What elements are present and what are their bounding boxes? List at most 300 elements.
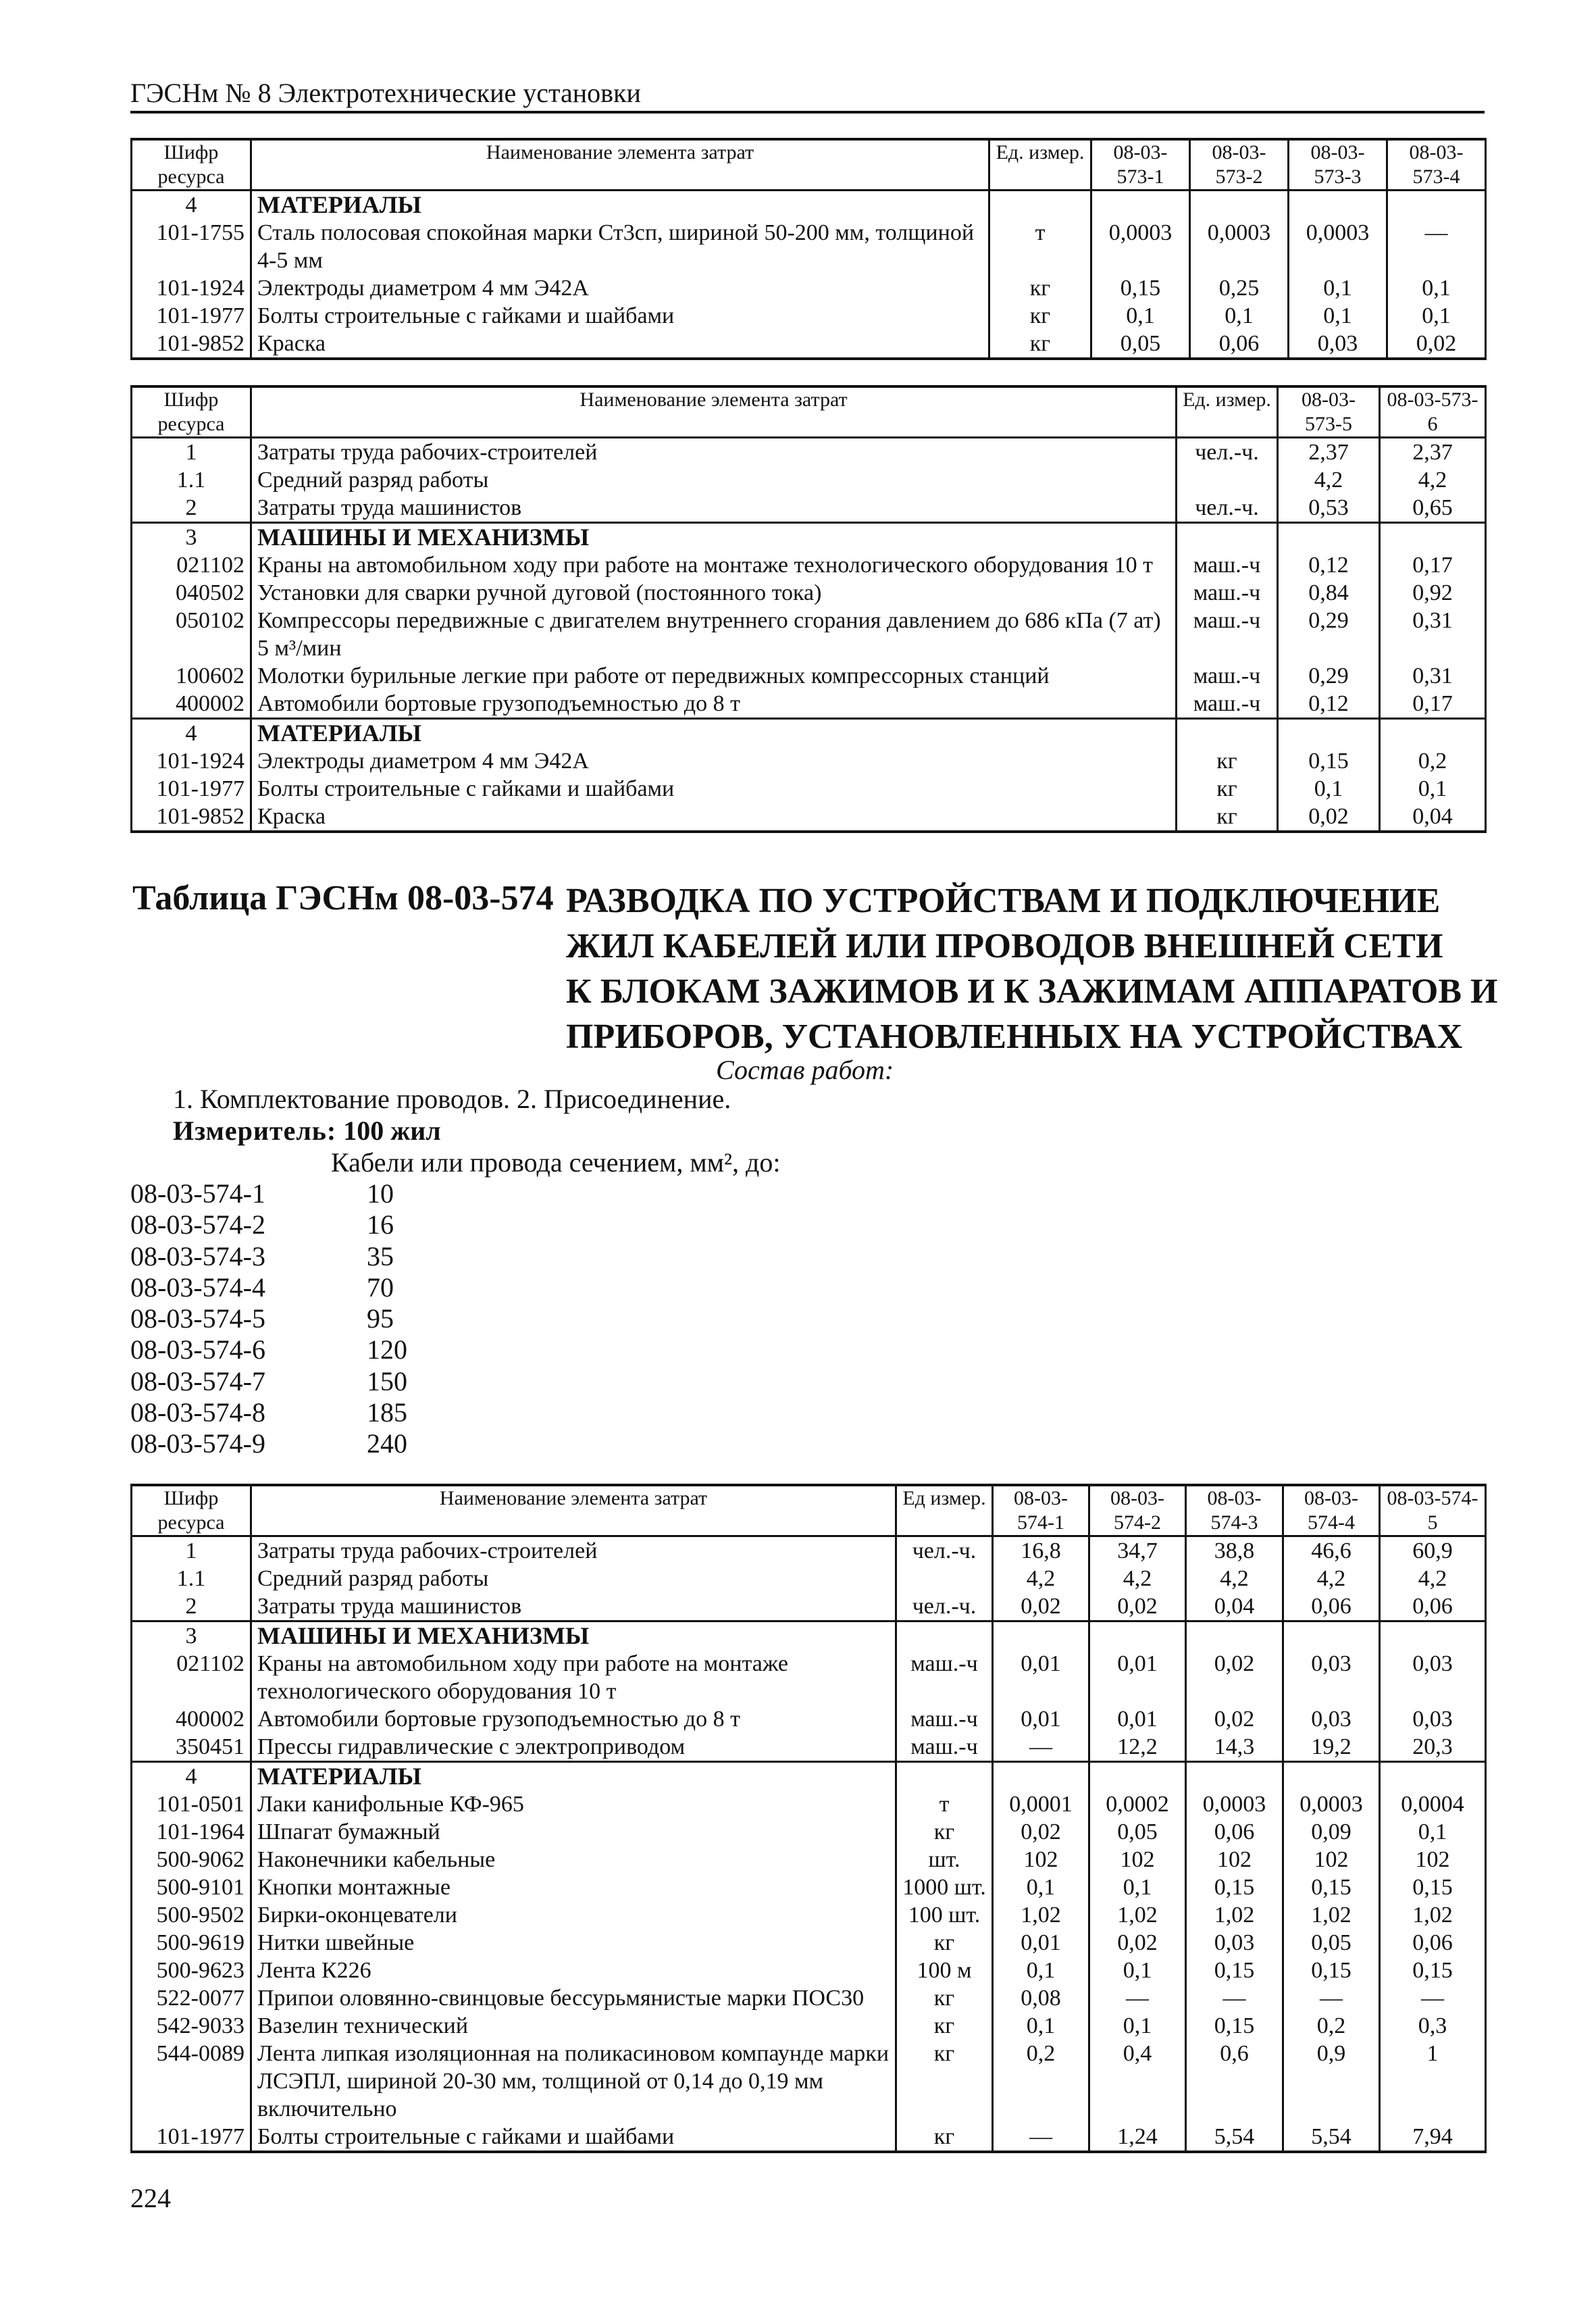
table-number: Таблица ГЭСНм 08-03-574 (132, 879, 554, 917)
norm-code-row (130, 1241, 407, 1272)
unit-cell: кг (896, 1984, 993, 2012)
value-cell: 0,25 (1190, 274, 1289, 302)
value-cell: 0,2 (993, 2040, 1089, 2123)
value-cell: 102 (1380, 1846, 1486, 1873)
resource-code-cell: 101-1977 (132, 2123, 251, 2152)
value-cell: — (1387, 219, 1486, 274)
norm-code-row (130, 1397, 407, 1428)
table-header-row (132, 386, 1486, 438)
norm-column-header: 08-03-574-1 (993, 1485, 1089, 1536)
norm-code: 08-03-574-4 (130, 1272, 265, 1303)
norm-column-header: 08-03-573-5 (1278, 386, 1380, 438)
value-cell: — (1380, 1984, 1486, 2012)
table-row (132, 1536, 1486, 1565)
unit-cell: маш.-ч (896, 1733, 993, 1762)
unit-cell: кг (989, 302, 1091, 330)
table-row (132, 1592, 1486, 1621)
value-cell: 0,03 (1380, 1705, 1486, 1733)
value-cell (1089, 1621, 1186, 1651)
resource-name-cell: Краны на автомобильном ходу при работе на монтаже технологического оборудования 10 т (251, 1650, 896, 1705)
norm-column-header: 08-03-574-5 (1380, 1485, 1486, 1536)
measure-label: Измеритель: (173, 1115, 337, 1146)
value-cell (1190, 191, 1289, 220)
table-row (132, 1846, 1486, 1873)
value-cell: 46,6 (1283, 1536, 1380, 1565)
unit-cell: чел.-ч. (896, 1536, 993, 1565)
resource-name-cell: Краны на автомобильном ходу при работе на монтаже технологического оборудования 10 т (251, 551, 1177, 579)
value-cell: 1,02 (1283, 1901, 1380, 1929)
resource-code-cell: 4 (132, 1762, 251, 1791)
resource-name-cell: Болты строительные с гайками и шайбами (251, 302, 989, 330)
value-cell: 4,2 (1089, 1565, 1186, 1592)
table-title (566, 878, 1512, 1059)
resource-code-cell: 400002 (132, 690, 251, 719)
norm-code: 08-03-574-7 (130, 1365, 265, 1397)
resource-name-cell: Автомобили бортовые грузоподъемностью до 8 т (251, 690, 1177, 719)
value-cell: 0,0002 (1089, 1790, 1186, 1818)
resource-code-cell: 542-9033 (132, 2012, 251, 2040)
resource-code-cell: 021102 (132, 1650, 251, 1705)
value-cell: 0,09 (1283, 1818, 1380, 1846)
value-cell: 0,06 (1283, 1592, 1380, 1621)
value-cell: 0,03 (1283, 1705, 1380, 1733)
table-row (132, 551, 1486, 579)
unit-cell: 100 шт. (896, 1901, 993, 1929)
resource-name-cell: Затраты труда рабочих-строителей (251, 438, 1177, 467)
resource-name-cell: Средний разряд работы (251, 1565, 896, 1592)
value-cell: 19,2 (1283, 1733, 1380, 1762)
value-cell: 0,0004 (1380, 1790, 1486, 1818)
cable-section-value: 95 (367, 1303, 394, 1334)
value-cell: 0,15 (1283, 1957, 1380, 1984)
value-cell: 0,29 (1278, 662, 1380, 690)
value-cell (1380, 1621, 1486, 1651)
resource-name-cell: Установки для сварки ручной дуговой (постоянного тока) (251, 579, 1177, 607)
resource-name-cell: Затраты труда рабочих-строителей (251, 1536, 896, 1565)
value-cell (1387, 191, 1486, 220)
value-cell: 0,1 (1089, 2012, 1186, 2040)
norm-code: 08-03-574-1 (130, 1178, 265, 1209)
resource-code-cell: 500-9619 (132, 1929, 251, 1957)
unit-cell: т (896, 1790, 993, 1818)
table-row (132, 274, 1486, 302)
norm-code: 08-03-574-2 (130, 1209, 265, 1240)
resource-name-cell: Краска (251, 803, 1177, 832)
value-cell: 0,03 (1380, 1650, 1486, 1705)
value-cell: 0,1 (1289, 274, 1387, 302)
resource-code-cell: 2 (132, 494, 251, 523)
value-cell: 0,17 (1380, 551, 1486, 579)
code-column-header: Шифр ресурса (132, 386, 251, 438)
unit-cell: кг (1177, 775, 1278, 803)
unit-cell: кг (989, 330, 1091, 359)
value-cell: 0,0003 (1190, 219, 1289, 274)
value-cell (1283, 1762, 1380, 1791)
value-cell: 0,29 (1278, 607, 1380, 662)
value-cell: 4,2 (1380, 1565, 1486, 1592)
value-cell: 102 (1283, 1846, 1380, 1873)
value-cell: 0,15 (1380, 1873, 1486, 1901)
resource-name-cell: Бирки-оконцеватели (251, 1901, 896, 1929)
resource-table-574 (130, 1484, 1487, 2153)
value-cell (1186, 1621, 1283, 1651)
value-cell: 0,53 (1278, 494, 1380, 523)
title-line: К БЛОКАМ ЗАЖИМОВ И К ЗАЖИМАМ АППАРАТОВ И (566, 972, 1498, 1011)
norm-code: 08-03-574-3 (130, 1240, 265, 1272)
resource-name-cell: МАТЕРИАЛЫ (251, 719, 1177, 748)
unit-cell: чел.-ч. (1177, 438, 1278, 467)
value-cell: 4,2 (1278, 466, 1380, 494)
resource-code-cell: 040502 (132, 579, 251, 607)
value-cell: 0,02 (1387, 330, 1486, 359)
value-cell: 12,2 (1089, 1733, 1186, 1762)
resource-name-cell: Прессы гидравлические с электроприводом (251, 1733, 896, 1762)
unit-cell: кг (896, 2012, 993, 2040)
cable-section-value: 16 (367, 1209, 394, 1240)
cable-section-label: Кабели или провода сечением, мм², до: (331, 1147, 781, 1178)
value-cell: 0,1 (1091, 302, 1190, 330)
running-header: ГЭСНм № 8 Электротехнические установки (130, 76, 1485, 114)
value-cell: 60,9 (1380, 1536, 1486, 1565)
resource-name-cell: Нитки швейные (251, 1929, 896, 1957)
value-cell: 0,1 (1089, 1957, 1186, 1984)
resource-name-cell: МАТЕРИАЛЫ (251, 1762, 896, 1791)
value-cell: 38,8 (1186, 1536, 1283, 1565)
unit-cell: маш.-ч (1177, 551, 1278, 579)
value-cell: — (993, 1733, 1089, 1762)
value-cell: 0,0003 (1289, 219, 1387, 274)
value-cell: 0,06 (1380, 1929, 1486, 1957)
resource-name-cell: Лаки канифольные КФ-965 (251, 1790, 896, 1818)
resource-code-cell: 101-9852 (132, 803, 251, 832)
resource-code-cell: 101-9852 (132, 330, 251, 359)
value-cell: 0,15 (1091, 274, 1190, 302)
cable-section-value: 35 (367, 1240, 394, 1272)
table-row (132, 607, 1486, 662)
value-cell: 0,6 (1186, 2040, 1283, 2123)
unit-cell: т (989, 219, 1091, 274)
unit-cell: кг (896, 2123, 993, 2152)
value-cell: 0,0003 (1283, 1790, 1380, 1818)
unit-cell: маш.-ч (1177, 579, 1278, 607)
unit-cell (896, 1621, 993, 1651)
resource-code-cell: 500-9062 (132, 1846, 251, 1873)
value-cell: 4,2 (1283, 1565, 1380, 1592)
value-cell: 1 (1380, 2040, 1486, 2123)
unit-cell (1177, 523, 1278, 552)
resource-name-cell: МАШИНЫ И МЕХАНИЗМЫ (251, 523, 1177, 552)
table-row (132, 662, 1486, 690)
resource-code-cell: 050102 (132, 607, 251, 662)
value-cell: 102 (1186, 1846, 1283, 1873)
resource-code-cell: 522-0077 (132, 1984, 251, 2012)
table-row (132, 1957, 1486, 1984)
unit-cell: кг (1177, 747, 1278, 775)
value-cell: 0,1 (1278, 775, 1380, 803)
value-cell: 1,02 (993, 1901, 1089, 1929)
value-cell (1089, 1762, 1186, 1791)
resource-code-cell: 500-9101 (132, 1873, 251, 1901)
value-cell: 0,01 (1089, 1705, 1186, 1733)
norm-column-header: 08-03-574-2 (1089, 1485, 1186, 1536)
table-row (132, 1901, 1486, 1929)
value-cell: 1,02 (1089, 1901, 1186, 1929)
value-cell (1091, 191, 1190, 220)
resource-name-cell: Шпагат бумажный (251, 1818, 896, 1846)
unit-cell (1177, 466, 1278, 494)
resource-code-cell: 101-1977 (132, 302, 251, 330)
value-cell: 1,02 (1380, 1901, 1486, 1929)
resource-code-cell: 101-1924 (132, 747, 251, 775)
unit-cell: кг (896, 1929, 993, 1957)
title-line: РАЗВОДКА ПО УСТРОЙСТВАМ И ПОДКЛЮЧЕНИЕ (566, 882, 1441, 920)
value-cell (1278, 523, 1380, 552)
value-cell: 0,0003 (1091, 219, 1190, 274)
resource-name-cell: Лента липкая изоляционная на поликасиновом компаунде марки ЛСЭПЛ, шириной 20-30 мм, толщиной от 0,14 до 0,19 мм включительно (251, 2040, 896, 2123)
value-cell: 0,06 (1380, 1592, 1486, 1621)
value-cell: 0,15 (1278, 747, 1380, 775)
resource-name-cell: Наконечники кабельные (251, 1846, 896, 1873)
norm-code-row (130, 1428, 407, 1459)
value-cell: 4,2 (1186, 1565, 1283, 1592)
unit-cell: чел.-ч. (896, 1592, 993, 1621)
cable-section-value: 120 (367, 1334, 407, 1365)
value-cell (1289, 191, 1387, 220)
unit-cell: маш.-ч (896, 1650, 993, 1705)
table-row (132, 775, 1486, 803)
cable-section-value: 150 (367, 1365, 407, 1397)
resource-name-cell: Компрессоры передвижные с двигателем внутреннего сгорания давлением до 686 кПа (7 ат) 5 м³/мин (251, 607, 1177, 662)
resource-name-cell: МАШИНЫ И МЕХАНИЗМЫ (251, 1621, 896, 1651)
value-cell: 0,65 (1380, 494, 1486, 523)
value-cell: 0,1 (1289, 302, 1387, 330)
resource-code-cell: 500-9623 (132, 1957, 251, 1984)
value-cell: 0,15 (1380, 1957, 1486, 1984)
norm-column-header: 08-03-573-1 (1091, 139, 1190, 191)
norm-code-row (130, 1366, 407, 1397)
table-row (132, 747, 1486, 775)
resource-code-cell: 1 (132, 438, 251, 467)
value-cell: 0,1 (993, 1957, 1089, 1984)
value-cell: 0,03 (1283, 1650, 1380, 1705)
value-cell: — (1089, 1984, 1186, 2012)
value-cell: 16,8 (993, 1536, 1089, 1565)
value-cell: 0,1 (1387, 274, 1486, 302)
value-cell: 0,05 (1091, 330, 1190, 359)
unit-cell: кг (1177, 803, 1278, 832)
norm-code-row (130, 1303, 407, 1334)
unit-cell: маш.-ч (1177, 690, 1278, 719)
value-cell: 0,02 (1089, 1592, 1186, 1621)
resource-name-cell: Вазелин технический (251, 2012, 896, 2040)
norm-column-header: 08-03-573-3 (1289, 139, 1387, 191)
table-row (132, 2123, 1486, 2152)
value-cell: 0,05 (1283, 1929, 1380, 1957)
table-row (132, 330, 1486, 359)
unit-cell: маш.-ч (1177, 607, 1278, 662)
value-cell: 0,02 (993, 1818, 1089, 1846)
value-cell: 0,92 (1380, 579, 1486, 607)
work-composition-label: Состав работ: (716, 1055, 894, 1085)
table-row (132, 2040, 1486, 2123)
cable-section-value: 185 (367, 1397, 407, 1428)
norm-code: 08-03-574-9 (130, 1428, 265, 1459)
value-cell: 0,03 (1289, 330, 1387, 359)
table-row (132, 191, 1486, 220)
table-row (132, 219, 1486, 274)
code-column-header: Шифр ресурса (132, 1485, 251, 1536)
table-row (132, 1733, 1486, 1762)
value-cell (1186, 1762, 1283, 1791)
norm-column-header: 08-03-573-2 (1190, 139, 1289, 191)
unit-cell (1177, 719, 1278, 748)
resource-name-cell: Автомобили бортовые грузоподъемностью до 8 т (251, 1705, 896, 1733)
norm-code-row (130, 1209, 407, 1240)
value-cell (1380, 1762, 1486, 1791)
cable-section-value: 70 (367, 1272, 394, 1303)
resource-code-cell: 101-1924 (132, 274, 251, 302)
value-cell: 0,1 (1387, 302, 1486, 330)
norm-column-header: 08-03-574-4 (1283, 1485, 1380, 1536)
code-column-header: Шифр ресурса (132, 139, 251, 191)
table-row (132, 438, 1486, 467)
value-cell: 0,01 (993, 1929, 1089, 1957)
value-cell: 0,02 (993, 1592, 1089, 1621)
resource-code-cell: 4 (132, 719, 251, 748)
resource-name-cell: Затраты труда машинистов (251, 1592, 896, 1621)
value-cell: 0,01 (1089, 1650, 1186, 1705)
value-cell: 0,0001 (993, 1790, 1089, 1818)
value-cell: 0,02 (1186, 1705, 1283, 1733)
unit-column-header: Ед. измер. (1177, 386, 1278, 438)
table-row (132, 1565, 1486, 1592)
norm-code-row (130, 1272, 407, 1303)
value-cell: 0,03 (1186, 1929, 1283, 1957)
unit-cell: маш.-ч (1177, 662, 1278, 690)
work-composition-text: 1. Комплектование проводов. 2. Присоединение. (173, 1084, 731, 1114)
value-cell: 0,3 (1380, 2012, 1486, 2040)
unit-cell: шт. (896, 1846, 993, 1873)
value-cell: 0,02 (1089, 1929, 1186, 1957)
value-cell: 20,3 (1380, 1733, 1486, 1762)
unit-cell: чел.-ч. (1177, 494, 1278, 523)
value-cell: 0,31 (1380, 607, 1486, 662)
value-cell: 4,2 (1380, 466, 1486, 494)
name-column-header: Наименование элемента затрат (251, 139, 989, 191)
value-cell: 5,54 (1186, 2123, 1283, 2152)
norm-code: 08-03-574-8 (130, 1397, 265, 1428)
resource-name-cell: Средний разряд работы (251, 466, 1177, 494)
resource-code-cell: 2 (132, 1592, 251, 1621)
resource-name-cell: Затраты труда машинистов (251, 494, 1177, 523)
value-cell: 0,9 (1283, 2040, 1380, 2123)
cable-section-value: 10 (367, 1178, 394, 1209)
value-cell: — (1283, 1984, 1380, 2012)
value-cell: 0,05 (1089, 1818, 1186, 1846)
resource-name-cell: Электроды диаметром 4 мм Э42А (251, 747, 1177, 775)
value-cell: 0,17 (1380, 690, 1486, 719)
table-row (132, 302, 1486, 330)
resource-code-cell: 3 (132, 523, 251, 552)
table-header-row (132, 139, 1486, 191)
value-cell: 0,1 (1089, 1873, 1186, 1901)
value-cell: 0,4 (1089, 2040, 1186, 2123)
value-cell: 0,15 (1283, 1873, 1380, 1901)
value-cell: 0,02 (1278, 803, 1380, 832)
value-cell: 34,7 (1089, 1536, 1186, 1565)
resource-name-cell: Электроды диаметром 4 мм Э42А (251, 274, 989, 302)
value-cell: 0,12 (1278, 551, 1380, 579)
name-column-header: Наименование элемента затрат (251, 386, 1177, 438)
value-cell (1380, 523, 1486, 552)
value-cell: 0,31 (1380, 662, 1486, 690)
resource-name-cell: Болты строительные с гайками и шайбами (251, 2123, 896, 2152)
table-row (132, 1650, 1486, 1705)
value-cell: 0,1 (993, 1873, 1089, 1901)
resource-code-cell: 021102 (132, 551, 251, 579)
norm-column-header: 08-03-573-4 (1387, 139, 1486, 191)
resource-name-cell: Припои оловянно-свинцовые бессурьмянистые марки ПОС30 (251, 1984, 896, 2012)
value-cell: 0,1 (1380, 1818, 1486, 1846)
resource-table-573-5-6 (130, 385, 1487, 833)
resource-code-cell: 1 (132, 1536, 251, 1565)
resource-code-cell: 544-0089 (132, 2040, 251, 2123)
value-cell: 0,2 (1283, 2012, 1380, 2040)
resource-code-cell: 101-1755 (132, 219, 251, 274)
resource-name-cell: Сталь полосовая спокойная марки Ст3сп, шириной 50-200 мм, толщиной 4-5 мм (251, 219, 989, 274)
value-cell: 0,15 (1186, 1873, 1283, 1901)
unit-cell: маш.-ч (896, 1705, 993, 1733)
value-cell: 4,2 (993, 1565, 1089, 1592)
table-row (132, 579, 1486, 607)
table-row (132, 1705, 1486, 1733)
table-row (132, 1762, 1486, 1791)
measure-unit (173, 1115, 441, 1147)
unit-cell (896, 1762, 993, 1791)
resource-code-cell: 400002 (132, 1705, 251, 1733)
unit-cell: 100 м (896, 1957, 993, 1984)
resource-table-573-1-4 (130, 138, 1487, 360)
title-line: ПРИБОРОВ, УСТАНОВЛЕННЫХ НА УСТРОЙСТВАХ (566, 1017, 1463, 1056)
value-cell: 0,06 (1190, 330, 1289, 359)
value-cell: 102 (1089, 1846, 1186, 1873)
value-cell: 0,2 (1380, 747, 1486, 775)
resource-code-cell: 1.1 (132, 1565, 251, 1592)
table-row (132, 719, 1486, 748)
resource-code-cell: 4 (132, 191, 251, 220)
value-cell: 5,54 (1283, 2123, 1380, 2152)
value-cell (993, 1621, 1089, 1651)
table-row (132, 1790, 1486, 1818)
value-cell: — (1186, 1984, 1283, 2012)
resource-code-cell: 3 (132, 1621, 251, 1651)
value-cell: 0,1 (1380, 775, 1486, 803)
value-cell: 0,84 (1278, 579, 1380, 607)
resource-name-cell: МАТЕРИАЛЫ (251, 191, 989, 220)
value-cell: 0,08 (993, 1984, 1089, 2012)
unit-cell: 1000 шт. (896, 1873, 993, 1901)
resource-name-cell: Лента К226 (251, 1957, 896, 1984)
unit-cell: кг (989, 274, 1091, 302)
table-row (132, 690, 1486, 719)
unit-cell (989, 191, 1091, 220)
resource-name-cell: Молотки бурильные легкие при работе от передвижных компрессорных станций (251, 662, 1177, 690)
norm-column-header: 08-03-573-6 (1380, 386, 1486, 438)
title-line: ЖИЛ КАБЕЛЕЙ ИЛИ ПРОВОДОВ ВНЕШНЕЙ СЕТИ (566, 927, 1443, 965)
table-row (132, 523, 1486, 552)
table-row (132, 1818, 1486, 1846)
table-row (132, 803, 1486, 832)
